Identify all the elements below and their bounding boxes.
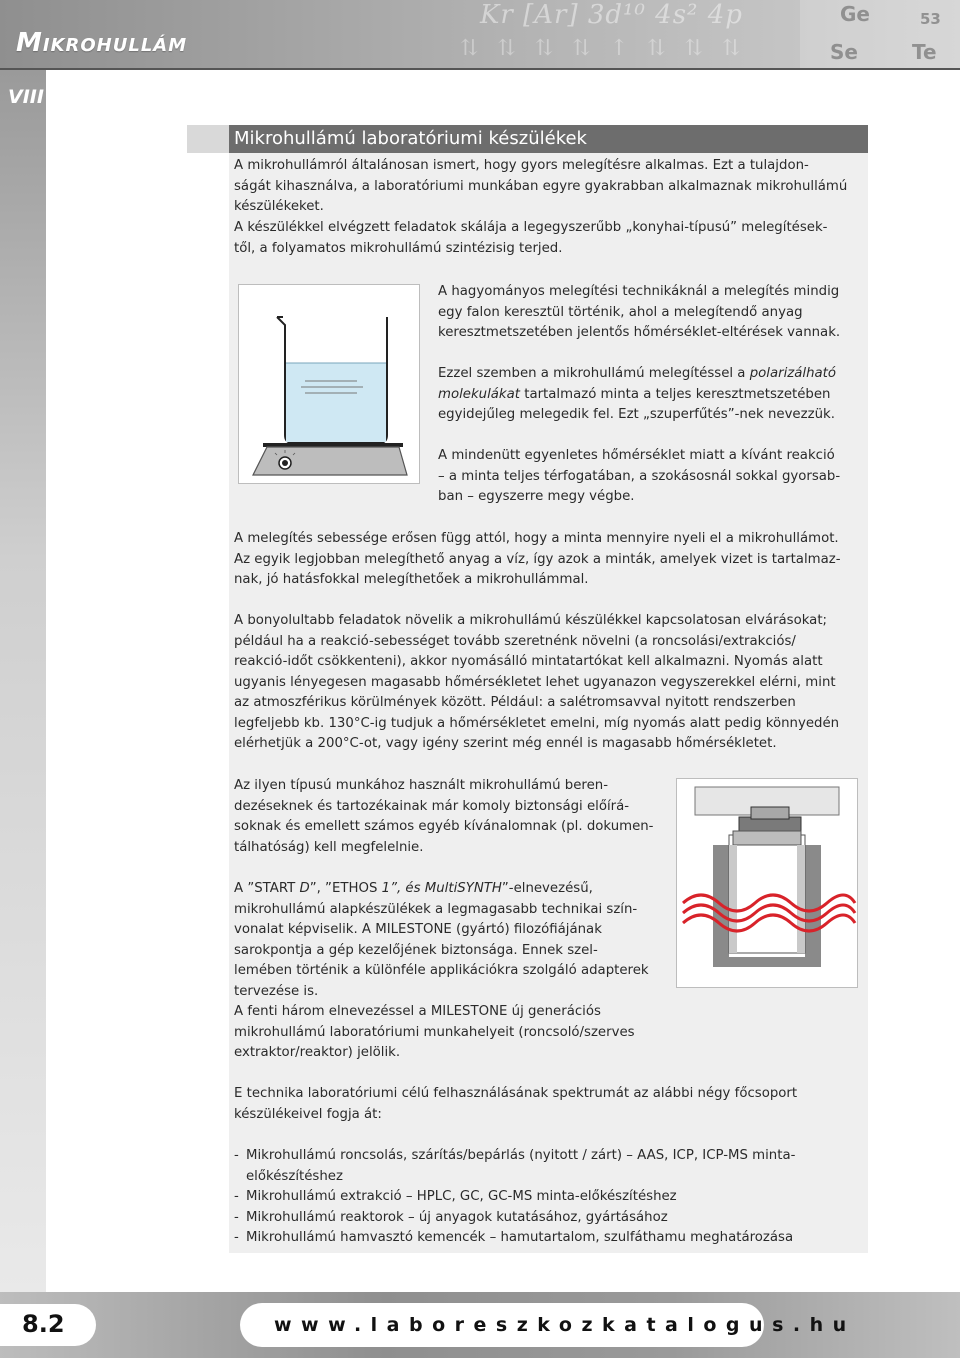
text-line: ugyanis lényegesen magasabb hőmérsékletet lehet ugyanazon vegyszerekkel elérni, mint [234, 674, 836, 690]
text-line: Az egyik legjobban melegíthető anyag a víz, így azok a minták, amelyek vizet is tartalmaz- [234, 551, 841, 567]
chapter-number: VIII [8, 86, 44, 108]
text-line: dezéseknek és tartozékainak már komoly biztonsági előírá- [234, 798, 630, 814]
text-line: sarokpontja a gép kezelőjének biztonsága. Ennek szel- [234, 942, 598, 958]
header-divider [0, 68, 960, 70]
text-line: legfeljebb kb. 130°C-ig tudjuk a hőmérsékletet emelni, míg nyomás alatt pedig könnyedén [234, 715, 840, 731]
text-line: készülékeket. [234, 199, 324, 214]
emphasis-text: molekulákat [438, 386, 520, 402]
text-line: ban – egyszerre megy végbe. [438, 489, 635, 504]
element-se: Se [830, 40, 858, 64]
text-line: soknak és emellett számos egyéb kívánalomnak (pl. dokumen- [234, 819, 654, 834]
text-line: vonalat képviselik. A MILESTONE (gyártó) filozófiájának [234, 922, 602, 937]
text-line: tartalmazó minta a teljes keresztmetszetében [520, 386, 831, 402]
text-line: nak, jó hatásfokkal melegíthetőek a mikrohullámmal. [234, 572, 589, 587]
list-item: - Mikrohullámú extrakció – HPLC, GC, GC-MS minta-előkészítéshez [234, 1189, 677, 1204]
text-line: az atmoszférikus körülmények között. Például: a salétromsavval nyitott rendszerben [234, 695, 796, 710]
text-line: például ha a reakció-sebességet tovább szeretnénk növelni (a roncsolási/extrakciós/ [234, 633, 796, 649]
text-line: A melegítés sebessége erősen függ attól, hogy a minta mennyire nyeli el a mikrohullámot. [234, 531, 839, 546]
text-line: Ezzel szemben a mikrohullámú melegítéssel a [438, 366, 750, 381]
text-line: mikrohullámú laboratóriumi munkahelyeit (roncsoló/szerves [234, 1024, 635, 1040]
paragraph-scale [234, 218, 860, 259]
text-line: extraktor/reaktor) jelölik. [234, 1045, 401, 1060]
text-line: Az ilyen típusú munkához használt mikrohullámú beren- [234, 778, 608, 793]
text-line: keresztmetszetében jelentős hőmérséklet-eltérések vannak. [438, 325, 841, 340]
text-line: ”, ”ETHOS [309, 881, 382, 896]
text-line: mikrohullámú alapkészülékek a legmagasabb technikai szín- [234, 901, 638, 917]
beaker-hotplate-illustration [239, 285, 419, 483]
website-link[interactable]: www.laboreszkozkatalogus.hu [274, 1314, 856, 1336]
text-line: tálhatóság) kell megfelelnie. [234, 839, 424, 855]
emphasis-text: ”, és MultiSYNTH [390, 881, 502, 896]
text-line: A készülékkel elvégzett feladatok skálája a legegyszerűbb „konyhai-típusú” melegítések- [234, 220, 828, 235]
text-line: től, a folyamatos mikrohullámú szintézisig terjed. [234, 240, 563, 256]
paragraph-spectrum [234, 1084, 860, 1125]
text-line: tervezése is. [234, 983, 319, 999]
list-item: - Mikrohullámú reaktorok – új anyagok kutatásához, gyártásához [234, 1209, 668, 1225]
element-ge: Ge [840, 2, 870, 26]
vessel-figure [676, 778, 858, 988]
list-item-text: Mikrohullámú hamvasztó kemencék – hamutartalom, szulfáthamu meghatározása [246, 1230, 794, 1245]
paragraph-uniform-temperature [438, 446, 859, 508]
side-band [0, 70, 46, 1292]
text-line: A bonyolultabb feladatok növelik a mikrohullámú készülékkel kapcsolatosan elvárásokat; [234, 613, 828, 628]
text-line: A hagyományos melegítési technikáknál a melegítés mindig [438, 284, 840, 299]
text-line: készülékeivel fogja át: [234, 1106, 382, 1122]
application-list [234, 1146, 860, 1249]
list-item: - Mikrohullámú hamvasztó kemencék – hamutartalom, szulfáthamu meghatározása [234, 1230, 794, 1245]
paragraph-pressure [234, 611, 860, 755]
emphasis-text: 1 [381, 881, 391, 896]
list-item-text: Mikrohullámú extrakció – HPLC, GC, GC-MS minta-előkészítéshez [246, 1189, 677, 1204]
text-line: – a minta teljes térfogatában, a szokásosnál sokkal gyorsab- [438, 468, 841, 484]
paragraph-safety-requirements [234, 776, 658, 858]
text-line: A ”START [234, 881, 300, 896]
list-item-text: Mikrohullámú reaktorok – új anyagok kutatásához, gyártásához [246, 1209, 668, 1225]
emphasis-text: D [299, 881, 310, 896]
page-header [0, 0, 960, 70]
text-line: egyidejűleg melegedik fel. Ezt „szuperfűtés”-nek nevezzük. [438, 407, 835, 422]
list-item-text: Mikrohullámú roncsolás, szárítás/bepárlás (nyitott / zárt) – AAS, ICP, ICP-MS minta- [246, 1148, 796, 1163]
paragraph-heating-rate [234, 529, 860, 591]
emphasis-text: polarizálható [749, 366, 837, 381]
text-line: reakció-időt csökkenteni), akkor nyomásálló mintatartókat kell alkalmazni. Nyomás alatt [234, 654, 823, 669]
paragraph-milestone-names [234, 1002, 658, 1064]
header-orbital-decoration: ⇅ ⇅ ⇅ ⇅ ↑ ⇅ ⇅ ⇅ [460, 36, 747, 61]
list-item: - Mikrohullámú roncsolás, szárítás/bepárlás (nyitott / zárt) – AAS, ICP, ICP-MS minta- előkészítéshez [234, 1146, 860, 1187]
list-item-continuation: előkészítéshez [246, 1168, 343, 1184]
page-title: Mikrohullám [16, 28, 188, 58]
pressure-vessel-illustration [677, 779, 857, 987]
text-line: A mindenütt egyenletes hőmérséklet miatt a kívánt reakció [438, 448, 835, 463]
text-line: lemében történik a különféle applikációkra szolgáló adapterek [234, 963, 649, 978]
element-te: Te [912, 40, 937, 64]
text-line: A fenti három elnevezéssel a MILESTONE új generációs [234, 1004, 601, 1019]
periodic-table-decoration [800, 0, 960, 70]
paragraph-microwave-heating [438, 364, 859, 426]
paragraph-conventional-heating [438, 282, 859, 344]
header-formula-decoration: Kr [Ar] 3d¹⁰ 4s² 4p [480, 0, 743, 30]
text-line: elérhetjük a 200°C-ot, vagy igény szerint még ennél is magasabb hőmérsékletet. [234, 736, 777, 751]
element-number: 53 [920, 10, 941, 28]
text-line: ságát kihasználva, a laboratóriumi munkában egyre gyakrabban alkalmaznak mikrohullámú [234, 178, 848, 194]
text-line: egy falon keresztül történik, ahol a melegítendő anyag [438, 304, 803, 320]
paragraph-intro [234, 156, 860, 218]
text-line: A mikrohullámról általánosan ismert, hogy gyors melegítésre alkalmas. Ezt a tulajdon- [234, 158, 809, 173]
paragraph-milestone-devices [234, 879, 658, 1002]
page-number: 8.2 [22, 1310, 65, 1338]
beaker-figure [238, 284, 420, 484]
text-line: E technika laboratóriumi célú felhasználásának spektrumát az alábbi négy főcsoport [234, 1086, 798, 1101]
section-title: Mikrohullámú laboratóriumi készülékek [229, 125, 868, 153]
text-line: ”-elnevezésű, [501, 881, 593, 896]
